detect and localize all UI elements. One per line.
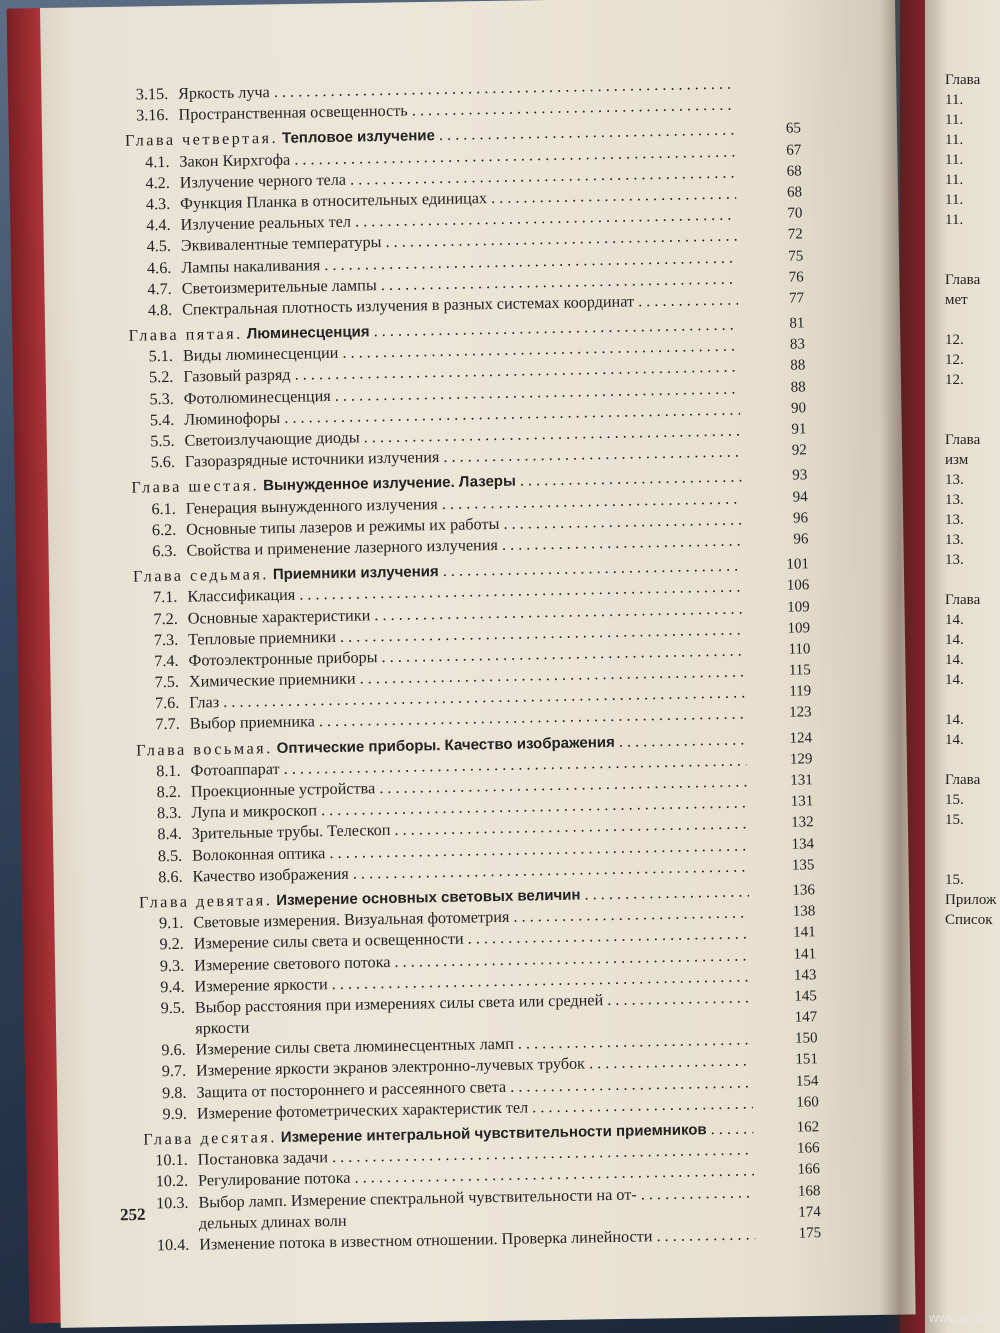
right-page-fragment: 11. xyxy=(945,212,964,228)
toc-section-title: Генерация вынужденного излучения . . . xyxy=(186,488,742,519)
toc-section-title: Глаз . . . xyxy=(189,683,745,714)
toc-page-number: 115 xyxy=(788,662,811,679)
right-page-fragment: 14. xyxy=(945,732,964,748)
toc-section-number: 9.6. xyxy=(161,1041,186,1060)
right-page-fragment xyxy=(945,250,1000,270)
toc-page-number: 109 xyxy=(787,619,811,637)
toc-page-number: 72 xyxy=(787,226,804,243)
toc-section-number: 5.3. xyxy=(149,389,174,408)
toc-page-number: 141 xyxy=(793,924,816,941)
right-page-fragment xyxy=(945,570,1000,590)
toc-section-number: 8.6. xyxy=(158,867,183,886)
right-page-fragment: 13. xyxy=(945,492,964,508)
right-page-fragment: Список xyxy=(945,912,993,928)
right-page-fragment: 14. xyxy=(945,612,964,628)
right-page-fragment xyxy=(945,390,1000,410)
toc-section-title: Светоизмерительные лампы . . . xyxy=(182,268,738,299)
right-page-fragment: Прилож xyxy=(945,892,997,908)
right-page-fragment xyxy=(945,750,1000,770)
toc-section-number: 5.6. xyxy=(150,453,176,472)
right-page-fragment xyxy=(945,690,1000,710)
right-page-fragment xyxy=(945,310,1000,330)
toc-section-number: 7.2. xyxy=(153,609,178,628)
toc-section-title: Измерение светового потока . . . xyxy=(194,945,750,976)
toc-section-number: 5.1. xyxy=(148,347,174,366)
toc-chapter-title: Приемники излучения xyxy=(272,563,439,584)
toc-section-title: Постановка задачи . . . xyxy=(198,1140,754,1171)
toc-section-title: Газовый разряд . . . xyxy=(183,357,739,388)
toc-section-title: Виды люминесценции . . . xyxy=(183,336,739,367)
toc-page-number: 94 xyxy=(792,488,808,506)
toc-section-number: 10.1. xyxy=(155,1150,188,1170)
toc-section-number: 4.6. xyxy=(146,258,172,277)
toc-section-title: Яркость луча . . . xyxy=(178,74,734,105)
right-page-fragment: 14. xyxy=(945,652,964,668)
toc-section-number: 10.4. xyxy=(156,1235,190,1255)
toc-section-number: 8.4. xyxy=(157,825,182,844)
toc-section-number: 9.5. xyxy=(160,998,186,1018)
toc-page-number: 134 xyxy=(791,835,815,853)
toc-section-title: Выбор расстояния при измерениях силы света или средней . . . xyxy=(195,987,751,1018)
toc-section-number: 9.9. xyxy=(162,1104,188,1124)
toc-page-number: 67 xyxy=(786,141,802,159)
toc-section-title: Излучение черного тела . . . xyxy=(180,162,736,193)
toc-page-number: 150 xyxy=(794,1030,818,1047)
right-page-fragment: 15. xyxy=(945,792,964,808)
toc-page-number: 81 xyxy=(789,315,805,332)
toc-page-number: 145 xyxy=(794,988,817,1005)
toc-page-number: 141 xyxy=(793,945,817,963)
toc-chapter-title: Измерение основных световых величин xyxy=(276,886,581,910)
toc-chapter-label: Глава четвертая. xyxy=(124,129,279,151)
right-page-fragment: 11. xyxy=(945,92,964,108)
toc-chapter-label: Глава пятая. xyxy=(128,324,243,345)
toc-section-number: 8.3. xyxy=(156,804,182,823)
toc-page-number xyxy=(740,72,800,73)
toc-page-number: 110 xyxy=(788,641,811,658)
toc-section-number: 3.15. xyxy=(135,84,169,104)
toc-section-number: 9.4. xyxy=(160,977,185,996)
right-page-fragment: Глава xyxy=(945,272,981,288)
toc-page-number: 168 xyxy=(797,1182,821,1200)
toc-page-number: 77 xyxy=(788,290,805,307)
toc-chapter-label: Глава седьмая. xyxy=(132,565,270,586)
toc-section-number: 8.5. xyxy=(157,846,183,865)
toc-page-number: 132 xyxy=(790,814,814,832)
toc-section-title: Газоразрядные источники излучения . . . xyxy=(185,442,741,473)
toc-page-number: 83 xyxy=(789,336,806,353)
book-gutter xyxy=(880,0,920,1333)
toc-page-number: 131 xyxy=(790,793,814,810)
right-page-fragment: 12. xyxy=(945,352,964,368)
toc-section-number: 9.2. xyxy=(159,935,184,954)
toc-section-number: 4.7. xyxy=(147,279,172,299)
toc-section-title: Лупа и микроскоп . . . xyxy=(191,793,747,824)
toc-section-number: 6.1. xyxy=(151,499,176,518)
toc-section-title: Закон Кирхгофа . . . xyxy=(179,141,735,172)
toc-section-number: 4.4. xyxy=(146,216,171,235)
toc-section-number: 8.2. xyxy=(156,782,182,802)
right-page-fragment xyxy=(945,230,1000,250)
toc-section-title: Измерение силы света и освещенности . . . xyxy=(194,924,750,955)
toc-page-number: 154 xyxy=(795,1072,819,1090)
toc-section-title: Тепловые приемники . . . xyxy=(188,619,744,650)
toc-page-number: 151 xyxy=(795,1051,819,1069)
watermark: www.ay.by xyxy=(928,1310,990,1325)
right-page-fragment: 11. xyxy=(945,192,964,208)
right-page-fragment: изм xyxy=(945,452,969,468)
toc-chapter-title: Вынужденное излучение. Лазеры xyxy=(263,473,516,495)
toc-section-number: 4.5. xyxy=(146,237,172,256)
toc-page-number: 135 xyxy=(791,856,815,874)
right-page-fragment: 14. xyxy=(945,712,964,728)
toc-page-number: 147 xyxy=(794,1009,818,1026)
toc-section-title: Люминофоры . . . xyxy=(184,399,740,430)
right-page-fragment: Глава xyxy=(945,432,981,448)
toc-section-title: Проекционные устройства . . . xyxy=(191,771,747,802)
toc-section-number: 6.2. xyxy=(151,520,177,540)
toc-page-number: 166 xyxy=(796,1140,820,1157)
toc-section-title: Измерение яркости экранов электронно-лучевых трубок . . . xyxy=(196,1051,752,1082)
toc-section-title: Измерение фотометрических характеристик тел . . . xyxy=(197,1093,753,1124)
toc-page-number: 143 xyxy=(793,966,817,984)
toc-page-number: 93 xyxy=(792,467,808,484)
right-page-fragment: 12. xyxy=(945,372,964,388)
toc-page-number: 131 xyxy=(790,772,814,789)
toc-section-title: Свойства и применение лазерного излучения . . . xyxy=(186,530,742,561)
right-page-fragment xyxy=(945,850,1000,870)
toc-page-number: 76 xyxy=(788,269,804,286)
toc-section-number xyxy=(127,1019,185,1020)
toc-page-number: 123 xyxy=(788,704,812,722)
right-page-fragment: 14. xyxy=(945,672,964,688)
right-page-fragment: 13. xyxy=(945,472,964,488)
toc-section-title: Измерение яркости . . . xyxy=(194,966,750,997)
right-page-fragment xyxy=(945,410,1000,430)
toc-section-title: Светоизлучающие диоды . . . xyxy=(184,421,740,452)
right-page-fragments xyxy=(945,70,1000,930)
toc-section-number: 9.1. xyxy=(158,913,184,933)
toc-section-number: 4.1. xyxy=(144,152,170,171)
toc-section-number: 7.7. xyxy=(155,715,180,734)
toc-section-title: Выбор приемника . . . xyxy=(190,704,746,735)
toc-section-number: 6.3. xyxy=(152,541,177,561)
toc-chapter-title: Тепловое излучение xyxy=(281,127,436,148)
toc-section-number: 9.8. xyxy=(162,1083,187,1102)
toc-section-number: 4.8. xyxy=(147,300,173,320)
toc-page-number: 92 xyxy=(791,442,807,459)
right-page-fragment: Глава xyxy=(945,772,981,788)
toc-section-title: Фотоаппарат . . . xyxy=(190,750,746,781)
toc-section-title: Функция Планка в относительных единицах . . . xyxy=(180,183,736,214)
right-page-fragment: Глава xyxy=(945,592,981,608)
toc-section-title: Измерение силы света люминесцентных ламп . . . xyxy=(196,1030,752,1061)
toc-chapter-label: Глава десятая. xyxy=(143,1128,277,1149)
toc-section-title: Пространственная освещенность . . . xyxy=(178,95,734,126)
toc-chapter-label: Глава восьмая. xyxy=(136,738,273,760)
toc-chapter-title: Люминесценция xyxy=(246,323,370,343)
right-page-fragment: 13. xyxy=(945,552,964,568)
toc-page-number: 70 xyxy=(787,205,803,222)
toc-chapter-label: Глава шестая. xyxy=(131,476,260,498)
toc-section-title: Эквивалентные температуры . . . xyxy=(181,226,737,257)
toc-section-title: яркости xyxy=(195,1018,250,1038)
right-page-fragment xyxy=(945,830,1000,850)
toc-page-number: 88 xyxy=(790,378,806,396)
toc-section-number: 7.4. xyxy=(154,651,179,671)
toc-section-number: 4.2. xyxy=(145,173,170,193)
right-page-fragment: мет xyxy=(945,292,968,308)
toc-section-title: Классификация . . . xyxy=(187,577,743,608)
toc-page-number: 75 xyxy=(788,247,804,265)
toc-chapter-title: Оптические приборы. Качество изображения xyxy=(276,733,615,757)
toc-section-number: 9.3. xyxy=(159,956,185,975)
toc-section-title: Фотоэлектронные приборы . . . xyxy=(188,640,744,671)
toc-section-number: 10.2. xyxy=(155,1172,189,1191)
toc-page-number: 175 xyxy=(798,1225,822,1242)
toc-chapter-title: Измерение интегральной чувствительности приемников xyxy=(280,1121,707,1147)
toc-section-number: 9.7. xyxy=(161,1062,187,1081)
toc-section-number: 5.5. xyxy=(150,431,175,451)
toc-section-number: 7.6. xyxy=(154,694,180,713)
toc-section-title: Качество изображения . . . xyxy=(192,856,748,887)
toc-page-number: 129 xyxy=(789,751,813,768)
toc-page-number: 124 xyxy=(789,729,813,747)
right-page-fragment: Глава xyxy=(945,72,981,88)
toc-section-title: Регулирование потока . . . xyxy=(198,1161,754,1192)
right-page-fragment: 15. xyxy=(945,872,964,888)
page-number: 252 xyxy=(119,1204,146,1225)
toc-section-title: Излучение реальных тел . . . xyxy=(180,205,736,236)
right-page-fragment: 12. xyxy=(945,332,964,348)
toc-page-number: 68 xyxy=(786,163,802,180)
toc-section-number: 5.4. xyxy=(149,410,175,430)
toc-page-number: 174 xyxy=(798,1203,821,1221)
toc-section-title: Спектральная плотность излучения в разных системах координат . . . xyxy=(182,289,738,320)
toc-section-title: Световые измерения. Визуальная фотометрия . . . xyxy=(193,903,749,934)
toc-section-number: 3.16. xyxy=(136,106,169,125)
right-page-fragment: 15. xyxy=(945,812,964,828)
toc-page-number xyxy=(740,94,800,95)
toc-section-number: 7.3. xyxy=(153,630,179,649)
toc-page-number: 101 xyxy=(786,556,810,573)
table-of-contents xyxy=(110,72,821,1257)
right-page-fragment: 13. xyxy=(945,532,964,548)
toc-page-number: 119 xyxy=(789,683,812,700)
toc-section-title: дельных длинах волн xyxy=(198,1211,347,1233)
toc-page-number: 96 xyxy=(792,510,809,527)
toc-page-number: 138 xyxy=(792,903,816,920)
toc-page-number: 162 xyxy=(796,1119,820,1136)
toc-page-number: 91 xyxy=(791,421,807,438)
toc-section-title: Лампы накаливания . . . xyxy=(181,247,737,278)
toc-section-title: Зрительные трубы. Телескоп . . . xyxy=(192,814,748,845)
right-page-fragment: 11. xyxy=(945,132,964,148)
toc-section-number: 4.3. xyxy=(145,194,171,214)
toc-page-number: 88 xyxy=(790,357,806,375)
right-page-fragment: 11. xyxy=(945,112,964,128)
toc-page-number: 65 xyxy=(785,120,802,137)
toc-section-number: 8.1. xyxy=(156,761,181,781)
right-page-fragment: 14. xyxy=(945,632,964,648)
right-page-fragment: 13. xyxy=(945,512,964,528)
toc-section-number: 10.3. xyxy=(155,1193,189,1212)
toc-page-number: 109 xyxy=(787,598,810,616)
toc-page-number: 136 xyxy=(792,882,816,899)
toc-section-number: 7.5. xyxy=(154,672,180,692)
toc-page-number: 166 xyxy=(797,1161,821,1178)
toc-section-title: Защита от постороннего и рассеянного света . . . xyxy=(196,1072,752,1103)
toc-section-number: 7.1. xyxy=(152,588,178,607)
toc-page-number: 90 xyxy=(790,400,807,417)
toc-section-title: Основные характеристики . . . xyxy=(188,598,744,629)
toc-section-title: Изменение потока в известном отношении. Проверка линейности . . . xyxy=(199,1224,755,1255)
toc-section-title: Выбор ламп. Измерение спектральной чувствительности на от- . . . xyxy=(198,1182,754,1213)
toc-chapter-label: Глава девятая. xyxy=(138,891,273,912)
toc-page-number: 68 xyxy=(786,184,803,201)
toc-page-number: 106 xyxy=(786,577,810,594)
toc-section-title: Основные типы лазеров и режимы их работы . . . xyxy=(186,509,742,540)
right-page-fragment: 11. xyxy=(945,172,964,188)
toc-page-number: 160 xyxy=(796,1093,819,1111)
toc-section-title: Химические приемники . . . xyxy=(189,662,745,693)
toc-section-number: 5.2. xyxy=(148,368,174,387)
toc-section-title: Волоконная оптика . . . xyxy=(192,835,748,866)
toc-section-title: Фотолюминесценция . . . xyxy=(184,378,740,409)
toc-page-number: 96 xyxy=(793,531,809,548)
right-page-fragment: 11. xyxy=(945,152,964,168)
